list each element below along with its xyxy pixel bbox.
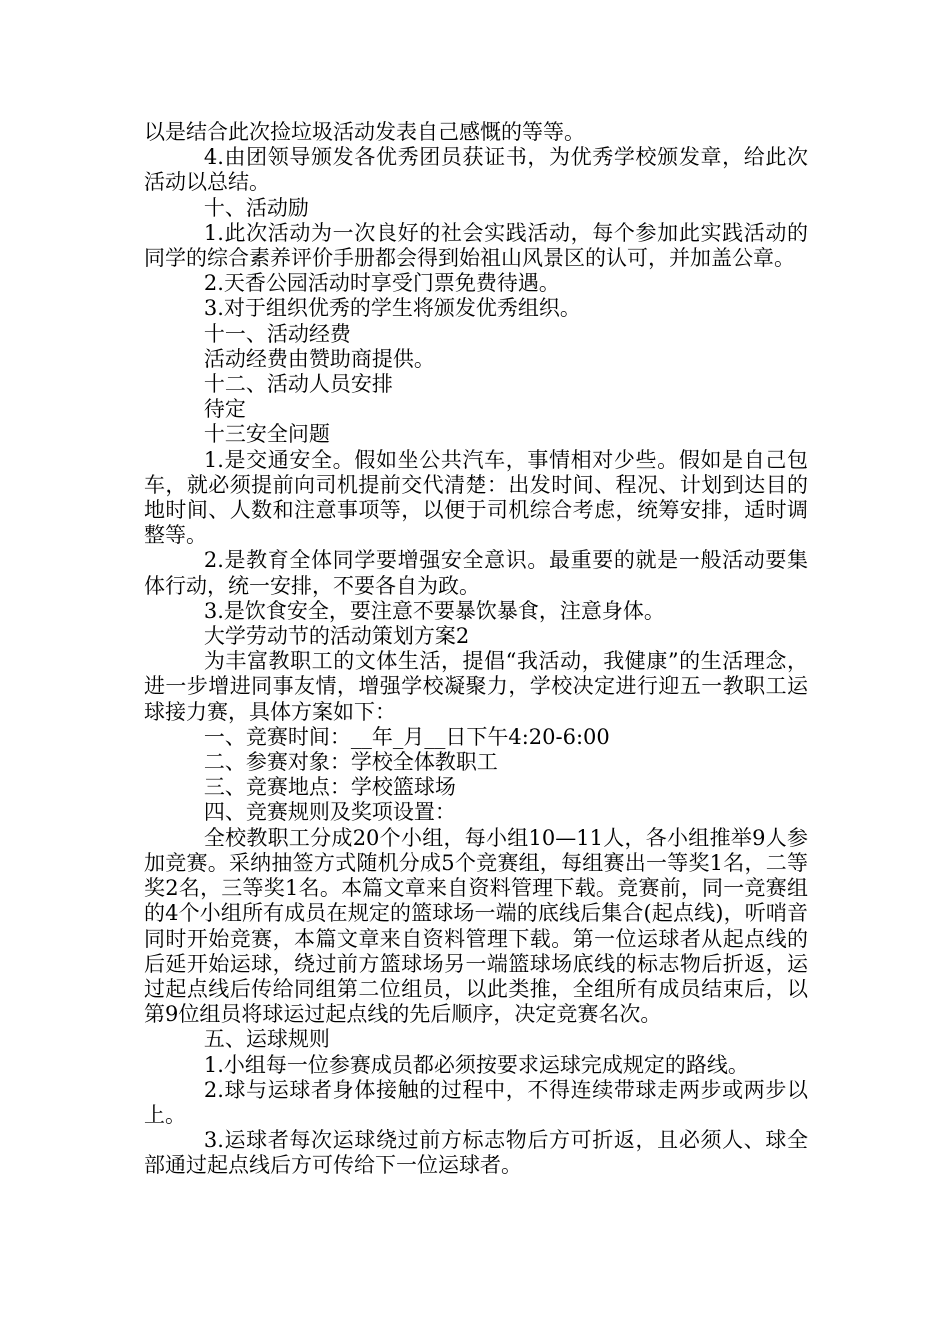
paragraph-intro: 为丰富教职工的文体生活，提倡“我活动，我健康”的生活理念，进一步增进同事友情，增强学校凝聚力，学校决定进行迎五一教职工运球接力赛，具体方案如下： [144,649,808,724]
section-dribble-heading: 五、运球规则 [203,1027,330,1052]
section-time: 一、竞赛时间：__年_月__日下午4:20-6:00 [203,724,610,749]
section-participants: 二、参赛对象：学校全体教职工 [203,750,498,775]
paragraph-safety-3: 3.是饮食安全，要注意不要暴饮暴食，注意身体。 [203,598,665,623]
document-body [144,120,808,1179]
section-heading-10: 十、活动励 [203,195,309,220]
paragraph-funding: 活动经费由赞助商提供。 [203,346,435,371]
paragraph-rules: 全校教职工分成20个小组，每小组10—11人，各小组推举9人参加竞赛。采纳抽签方式随机分成5个竞赛组，每组赛出一等奖1名，二等奖2名，三等奖1名。本篇文章来自资料管理下载。竞赛前，同一竞赛组的4个小组所有成员在规定的篮球场一端的底线后集合(起点线)，听哨音同时开始竞赛，本篇文章来自资料管理下载。第一位运球者从起点线的后延开始运球，绕过前方篮球场另一端篮球场底线的标志物后折返，运过起点线后传给同组第二位组员，以此类推，全组所有成员结束后，以第9位组员将球运过起点线的先后顺序，决定竞赛名次。 [144,825,808,1027]
plan-title-2: 大学劳动节的活动策划方案2 [203,624,470,649]
paragraph-item-1: 1.此次活动为一次良好的社会实践活动，每个参加此实践活动的同学的综合素养评价手册都会得到始祖山风景区的认可，并加盖公章。 [144,220,808,271]
paragraph-dribble-2: 2.球与运球者身体接触的过程中，不得连续带球走两步或两步以上。 [144,1077,808,1127]
section-heading-13: 十三安全问题 [203,422,330,447]
paragraph-continuation: 以是结合此次捡垃圾活动发表自己感慨的等等。 [144,120,585,144]
section-heading-11: 十一、活动经费 [203,321,351,346]
section-location: 三、竞赛地点：学校篮球场 [203,775,456,800]
paragraph-dribble-3: 3.运球者每次运球绕过前方标志物后方可折返，且必须人、球全部通过起点线后方可传给下一位运球者。 [144,1128,808,1178]
paragraph-item-2: 2.天香公园活动时享受门票免费待遇。 [203,271,560,296]
section-rules-heading: 四、竞赛规则及奖项设置： [203,800,456,825]
paragraph-item-4: 4.由团领导颁发各优秀团员获证书，为优秀学校颁发章，给此次活动以总结。 [144,145,808,195]
section-heading-12: 十二、活动人员安排 [203,372,393,397]
paragraph-safety-2: 2.是教育全体同学要增强安全意识。最重要的就是一般活动要集体行动，统一安排，不要各自为政。 [144,548,808,598]
paragraph-item-3: 3.对于组织优秀的学生将颁发优秀组织。 [203,296,581,321]
paragraph-tbd: 待定 [203,397,246,422]
paragraph-safety-1: 1.是交通安全。假如坐公共汽车，事情相对少些。假如是自己包车，就必须提前向司机提前交代清楚：出发时间、程况、计划到达目的地时间、人数和注意事项等，以便于司机综合考虑，统筹安排，适时调整等。 [144,447,808,548]
paragraph-dribble-1: 1.小组每一位参赛成员都必须按要求运球完成规定的路线。 [203,1052,749,1077]
